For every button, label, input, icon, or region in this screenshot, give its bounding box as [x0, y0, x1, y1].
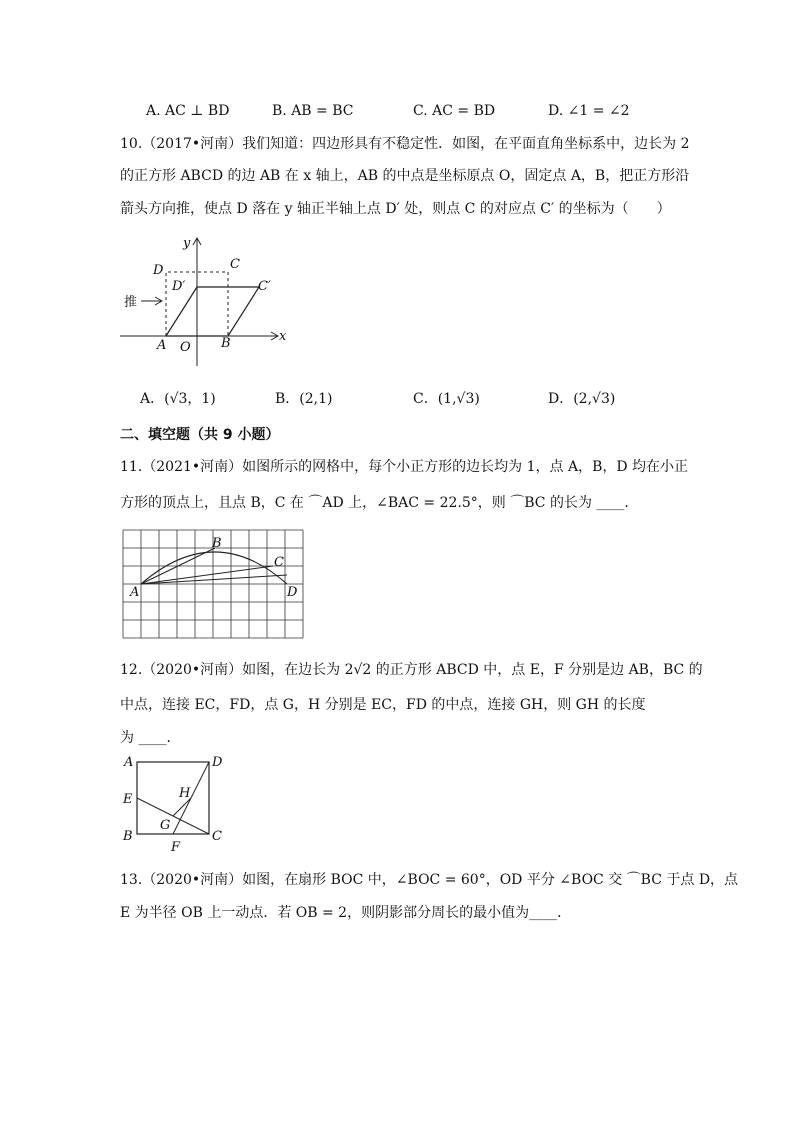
- q12-label-e: E: [123, 792, 133, 807]
- q9-option-c: C. AC = BD: [413, 103, 496, 119]
- q10-label-a: A: [157, 338, 167, 353]
- q12-label-b: B: [123, 829, 133, 844]
- section-title-fill-in: 二、填空题（共 9 小题）: [120, 427, 280, 443]
- q10-option-a: A．(√3，1): [140, 391, 216, 407]
- q12-text-line-3: 为 ____．: [120, 730, 181, 746]
- q9-option-a: A. AC ⊥ BD: [146, 103, 230, 119]
- q10-label-x: x: [279, 329, 287, 344]
- q11-label-c: C: [274, 555, 284, 570]
- q12-label-a: A: [124, 755, 134, 770]
- q12-square: [137, 762, 209, 834]
- q12-label-f: F: [171, 840, 181, 855]
- q10-option-d: D．(2,√3): [548, 391, 616, 407]
- q10-text-line-3: 箭头方向推，使点 D 落在 y 轴正半轴上点 D′ 处，则点 C 的对应点 C′ 的坐标为（ ）: [120, 201, 671, 217]
- q12-label-h: H: [179, 786, 191, 801]
- q10-text-line-2: 的正方形 ABCD 的边 AB 在 x 轴上，AB 的中点是坐标原点 O，固定点 A，B，把正方形沿: [120, 168, 690, 184]
- q11-label-b: B: [212, 536, 222, 551]
- q11-text-line-1: 11.（2021•河南）如图所示的网格中，每个小正方形的边长均为 1，点 A，B，D 均在小正: [120, 459, 689, 475]
- q13-text-line-1: 13.（2020•河南）如图，在扇形 BOC 中，∠BOC = 60°，OD 平分 ∠BOC 交 ⌒BC 于点 D，点: [120, 872, 739, 888]
- q10-label-y: y: [183, 236, 191, 251]
- q10-text-line-1: 10.（2017•河南）我们知道：四边形具有不稳定性．如图，在平面直角坐标系中，边长为 2: [120, 136, 690, 152]
- q10-option-b: B．(2,1): [275, 391, 333, 407]
- q9-option-b: B. AB = BC: [272, 103, 354, 119]
- q10-option-c: C．(1,√3): [413, 391, 480, 407]
- q10-label-d-prime: D′: [172, 279, 186, 294]
- q11-text-line-2: 方形的顶点上，且点 B，C 在 ⌒AD 上，∠BAC = 22.5°，则 ⌒BC 的长为 ____．: [120, 495, 639, 511]
- q10-label-c-prime: C′: [258, 279, 271, 294]
- q11-label-a: A: [130, 585, 140, 600]
- q12-label-d: D: [212, 755, 223, 770]
- q9-option-d: D. ∠1 = ∠2: [548, 103, 630, 119]
- q10-label-b: B: [221, 336, 231, 351]
- q12-label-c: C: [212, 829, 222, 844]
- q12-label-g: G: [160, 818, 171, 833]
- q12-text-line-2: 中点，连接 EC，FD，点 G，H 分别是 EC，FD 的中点，连接 GH，则 GH 的长度: [120, 697, 646, 713]
- q11-label-d: D: [287, 585, 298, 600]
- q13-text-line-2: E 为半径 OB 上一动点．若 OB = 2，则阴影部分周长的最小值为____．: [120, 905, 572, 921]
- q12-text-line-1: 12.（2020•河南）如图，在边长为 2√2 的正方形 ABCD 中，点 E，F 分别是边 AB，BC 的: [120, 662, 703, 678]
- q10-label-d: D: [153, 263, 164, 278]
- q10-label-o: O: [180, 340, 191, 355]
- q10-label-c: C: [230, 257, 240, 272]
- q10-label-push: 推: [124, 295, 138, 310]
